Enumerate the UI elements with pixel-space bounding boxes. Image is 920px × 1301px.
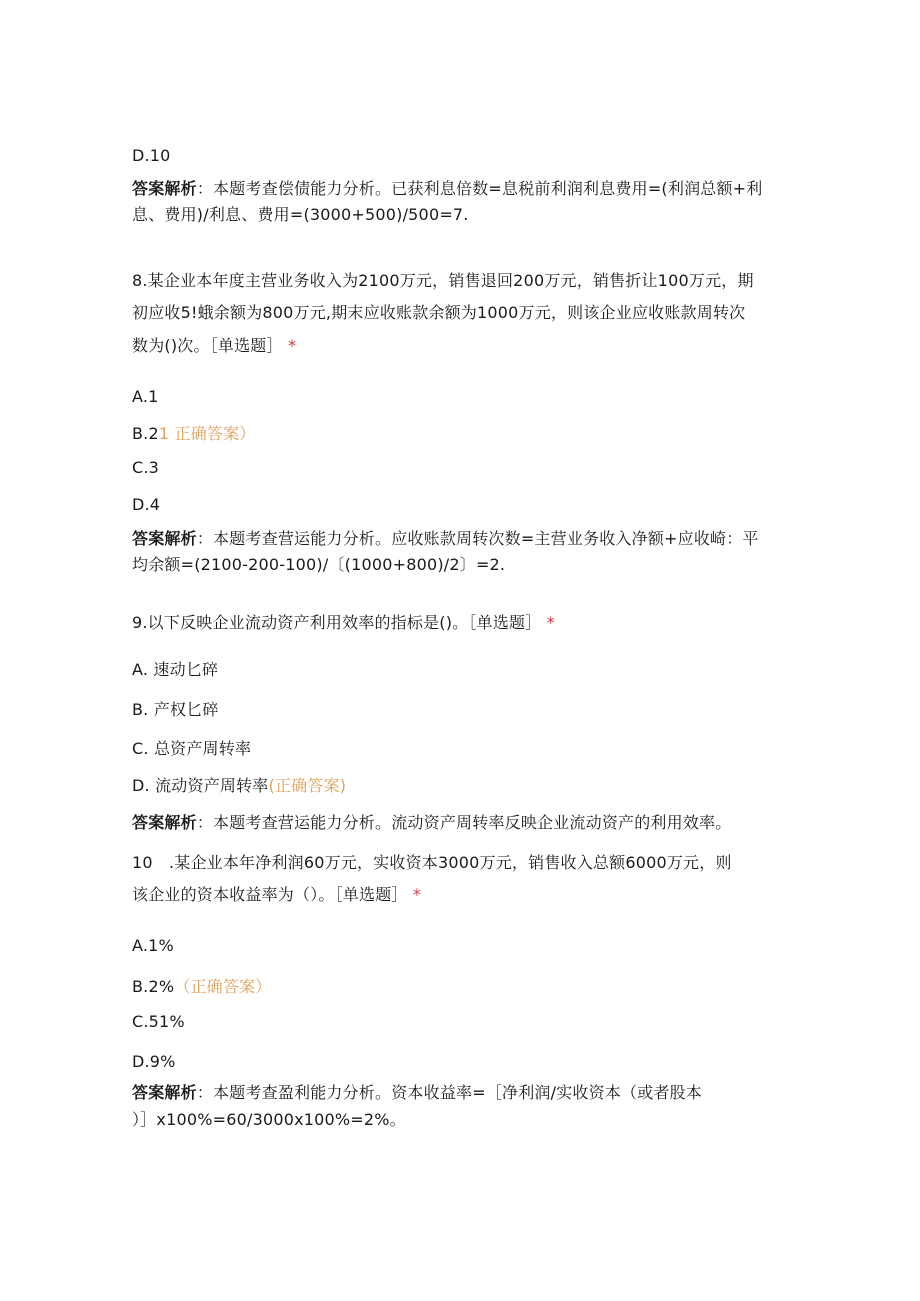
q9-option-a[interactable]: A. 速动匕碎 [132, 660, 219, 679]
q7-option-d: D.10 [132, 146, 171, 165]
q10-option-d[interactable]: D.9% [132, 1052, 176, 1071]
q10-stem-line-2 [132, 884, 421, 906]
question-stem: 数为()次。［单选题］ [132, 336, 283, 355]
analysis-label: 答案解析 [132, 179, 197, 198]
q8-option-a[interactable]: A.1 [132, 387, 159, 406]
q8-option-c[interactable]: C.3 [132, 458, 160, 477]
q9-option-d[interactable] [132, 775, 346, 797]
q7-analysis-line-2: 息、费用)/利息、费用=(3000+500)/500=7. [132, 205, 469, 224]
analysis-label: 答案解析 [132, 1083, 197, 1102]
required-mark: * [412, 885, 422, 904]
correct-answer-mark: (正确答案) [268, 776, 347, 795]
analysis-text: ：本题考查偿债能力分析。已获利息倍数=息税前利润利息费用=(利润总额+利 [196, 179, 763, 198]
q9-option-b[interactable]: B. 产权匕碎 [132, 700, 219, 719]
q9-stem [132, 612, 555, 634]
analysis-text: ：本题考查营运能力分析。应收账款周转次数=主营业务收入净额+应收崎：平 [196, 529, 759, 548]
option-label: B.2% [132, 977, 175, 996]
analysis-text: ：本题考查营运能力分析。流动资产周转率反映企业流动资产的利用效率。 [196, 813, 732, 832]
q8-analysis-line-1 [132, 528, 759, 550]
q10-stem-line-1: 10 .某企业本年净利润60万元，实收资本3000万元，销售收入总额6000万元，则 [132, 853, 732, 872]
q10-option-c[interactable]: C.51% [132, 1012, 185, 1031]
q10-option-b[interactable] [132, 976, 271, 998]
q10-analysis-line-1 [132, 1082, 702, 1104]
analysis-text: ：本题考查盈利能力分析。资本收益率=［净利润/实收资本（或者股本 [196, 1083, 703, 1102]
q8-option-d[interactable]: D.4 [132, 495, 161, 514]
question-stem: 9.以下反映企业流动资产利用效率的指标是()。［单选题］ [132, 613, 542, 632]
q10-option-a[interactable]: A.1% [132, 936, 174, 955]
q8-option-b[interactable] [132, 423, 256, 445]
correct-answer-mark: （正确答案） [174, 977, 272, 996]
q8-stem-line-3 [132, 335, 296, 357]
q8-stem-line-2: 初应收5!蛾余额为800万元,期末应收账款余额为1000万元，则该企业应收账款周转次 [132, 303, 746, 322]
q10-analysis-line-2: ）］x100%=60/3000x100%=2%。 [132, 1110, 406, 1129]
option-label: B.2 [132, 424, 159, 443]
required-mark: * [546, 613, 555, 632]
option-label: D. 流动资产周转率 [132, 776, 269, 795]
required-mark: * [287, 336, 297, 355]
q8-stem-line-1: 8.某企业本年度主营业务收入为2100万元，销售退回200万元，销售折让100万元，期 [132, 271, 754, 290]
analysis-label: 答案解析 [132, 813, 197, 832]
q9-analysis [132, 812, 731, 834]
q8-analysis-line-2: 均余额=(2100-200-100)/〔(1000+800)/2〕=2. [132, 555, 506, 574]
question-stem: 该企业的资本收益率为（）。［单选题］ [132, 885, 408, 904]
q9-option-c[interactable]: C. 总资产周转率 [132, 739, 252, 758]
q7-analysis-line-1 [132, 178, 762, 200]
correct-answer-mark: 1 正确答案） [158, 424, 256, 443]
analysis-label: 答案解析 [132, 529, 197, 548]
